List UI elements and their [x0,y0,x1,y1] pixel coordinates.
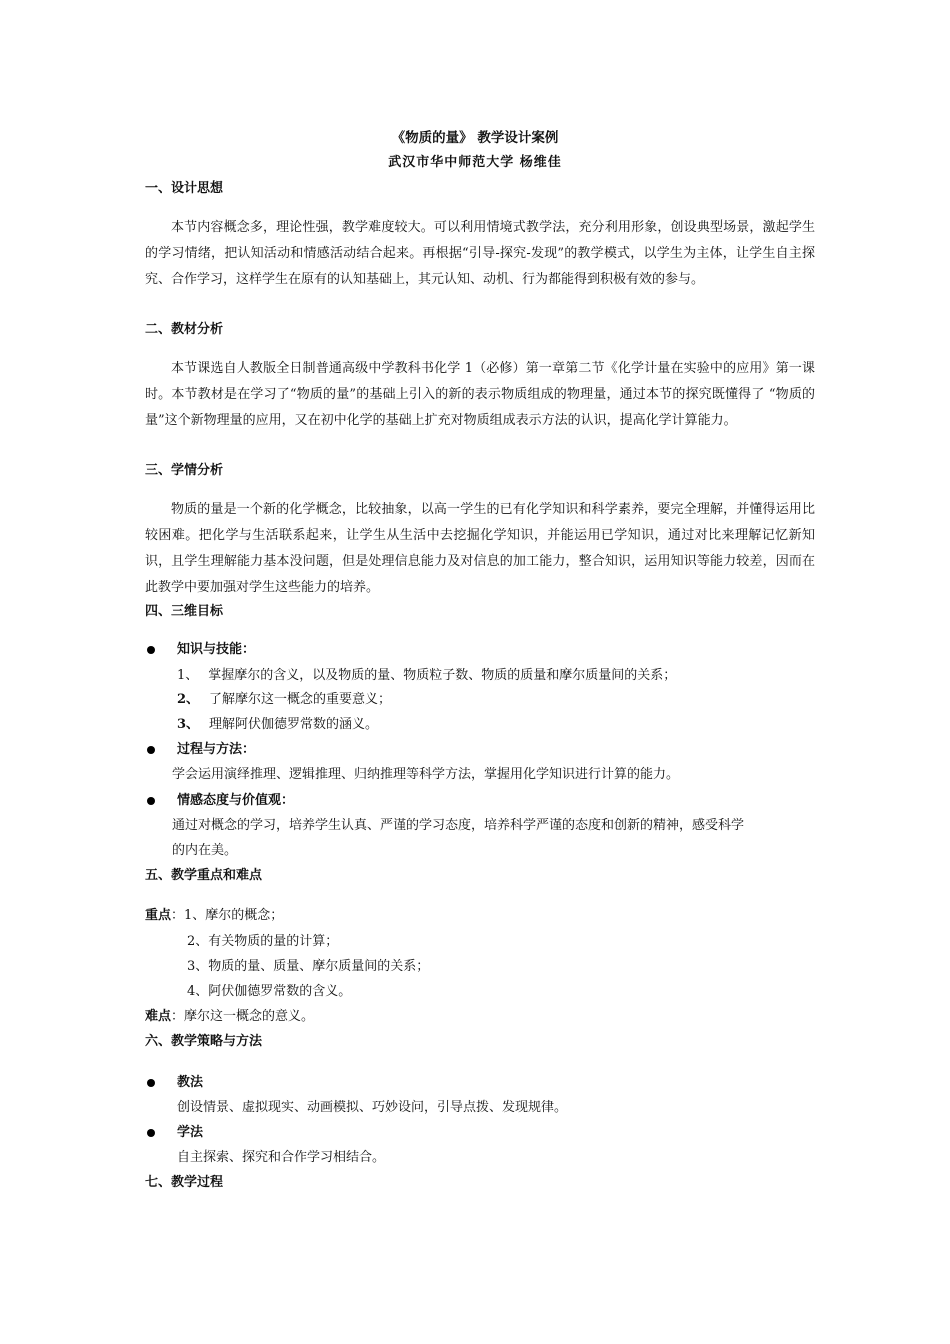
bullet-dot-icon [147,646,155,654]
bullet-attitude: 情感态度与价值观： [145,791,294,812]
attitude-text-cont: 的内在美。 [172,843,238,858]
bullet-knowledge: 知识与技能： [145,640,255,661]
section-heading-students: 三、学情分析 [145,463,224,478]
section-heading-key-points: 五、教学重点和难点 [145,868,263,883]
key-point-line: 2、有关物质的量的计算； [187,934,339,949]
bullet-dot-icon [147,1129,155,1137]
paragraph-design: 本节内容概念多，理论性强，教学难度较大。可以利用情境式教学法，充分利用形象，创设典型场景，激起学生的学习情绪，把认知活动和情感活动结合起来。再根据“引导-探究-发现”的教学模式，以学生为主体，让学生自主探究、合作学习，这样学生在原有的认知基础上，其元认知、动机、行为都能得到积极有效的参与。 [145,220,815,287]
bullet-dot-icon [147,797,155,805]
document-author: 武汉市华中师范大学 杨维佳 [388,155,562,170]
bullet-dot-icon [147,746,155,754]
bullet-dot-icon [147,1079,155,1087]
bullet-learning-method: 学法 [145,1123,203,1144]
section-heading-strategy: 六、教学策略与方法 [145,1034,263,1049]
process-text: 学会运用演绎推理、逻辑推理、归纳推理等科学方法，掌握用化学知识进行计算的能力。 [172,767,680,782]
section-heading-process: 七、教学过程 [145,1175,224,1190]
paragraph-textbook: 本节课选自人教版全日制普通高级中学教科书化学 1（必修）第一章第二节《化学计量在实验中的应用》第一课时。本节教材是在学习了“物质的量”的基础上引入的新的表示物质组成的物理量，通过本节的探究既懂得了 “物质的量”这个新物理量的应用，又在初中化学的基础上扩充对物质组成表示方法的认识，提高化学计算能力。 [145,361,815,428]
paragraph-students: 物质的量是一个新的化学概念，比较抽象，以高一学生的已有化学知识和科学素养，要完全理解，并懂得运用比较困难。把化学与生活联系起来，让学生从生活中去挖掘化学知识，并能运用已学知识，通过对比来理解记忆新知识，且学生理解能力基本没问题，但是处理信息能力及对信息的加工能力，整合知识，运用知识等能力较差，因而在此教学中要加强对学生这些能力的培养。 [145,502,815,595]
section-heading-textbook: 二、教材分析 [145,322,224,337]
list-item: 1、 掌握摩尔的含义，以及物质的量、物质粒子数、物质的质量和摩尔质量间的关系； [177,668,677,683]
bullet-process: 过程与方法： [145,740,255,761]
teaching-method-text: 创设情景、虚拟现实、动画模拟、巧妙设问，引导点拨、发现规律。 [177,1100,568,1115]
list-item: 2、 了解摩尔这一概念的重要意义； [177,692,392,707]
section-heading-goals: 四、三维目标 [145,604,224,619]
learning-method-text: 自主探索、探究和合作学习相结合。 [177,1150,386,1165]
list-item: 3、 理解阿伏伽德罗常数的涵义。 [177,717,379,732]
key-point-line: 重点：1、摩尔的概念； [145,908,284,923]
difficult-point-line: 难点：摩尔这一概念的意义。 [145,1009,315,1024]
attitude-text: 通过对概念的学习，培养学生认真、严谨的学习态度，培养科学严谨的态度和创新的精神，感受科学 [172,818,745,833]
document-title: 《物质的量》 教学设计案例 [391,130,559,146]
key-point-line: 3、物质的量、质量、摩尔质量间的关系； [187,959,430,974]
key-point-line: 4、阿伏伽德罗常数的含义。 [187,984,352,999]
section-heading-design: 一、设计思想 [145,181,224,196]
bullet-teaching-method: 教法 [145,1073,203,1094]
